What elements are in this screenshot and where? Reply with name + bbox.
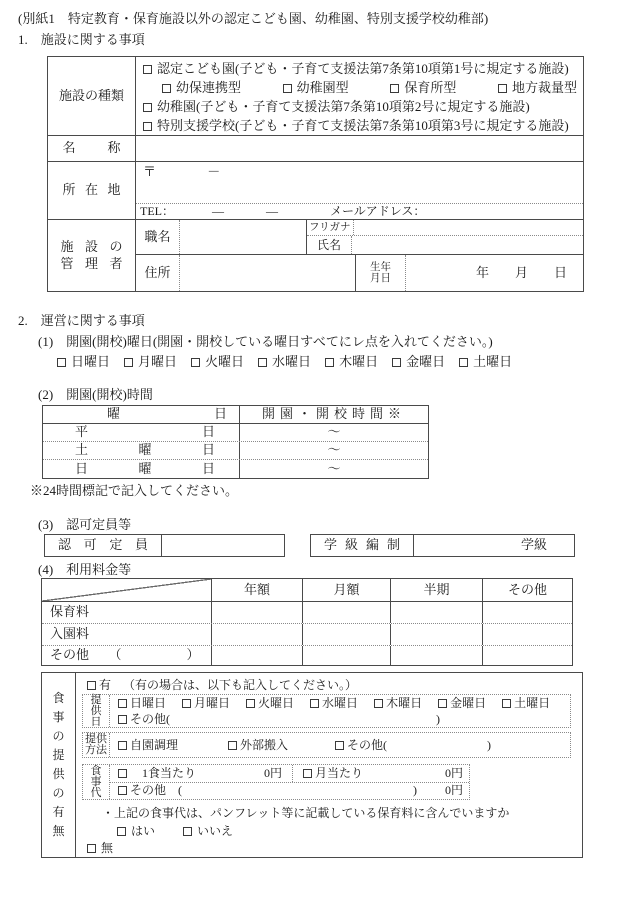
meal-method-box	[82, 732, 571, 758]
birthdate-label: 生年 月日	[356, 255, 406, 291]
facility-address-label: 所在地	[48, 162, 136, 219]
option-youho-renkei: 幼保連携型	[176, 80, 242, 96]
hours-header-row	[43, 406, 428, 424]
hours-col-time: 開園・開校時間※	[261, 406, 406, 422]
option-youchien: 幼稚園(子ども・子育て支援法第7条第10項第2号に規定する施設)	[157, 99, 530, 115]
hours-col-day: 曜日	[43, 406, 240, 423]
open-day-tuesday: 火曜日	[205, 354, 245, 369]
meal-day-other-close: )	[436, 711, 440, 726]
method-other-close: )	[487, 737, 492, 752]
hours-row-sunday	[43, 460, 428, 478]
q4-heading: (4) 利用料金等	[38, 562, 132, 577]
q2-heading: (2) 開園(開校)時間	[38, 387, 153, 402]
facility-address-row	[48, 161, 583, 219]
postal-mark: 〒	[143, 164, 157, 179]
meal-method-label: 提供方法	[83, 733, 110, 757]
facility-table	[47, 56, 584, 292]
option-hoikusho-type: 保育所型	[404, 80, 457, 96]
fees-childcare-other-field[interactable]	[483, 602, 572, 623]
section2-heading: 2. 運営に関する事項	[18, 313, 145, 328]
tel-label: TEL：	[140, 204, 174, 218]
fees-entrance-label: 入園料	[42, 624, 212, 645]
hours-row-saturday	[43, 442, 428, 460]
fee-included-question: ・上記の食事代は、パンフレット等に記載している保育料に含んでいますか	[102, 806, 510, 820]
fee-per-meal-value: 0円	[263, 765, 282, 780]
class-unit-label: 学級	[520, 537, 547, 553]
fees-entrance-annual-field[interactable]	[212, 624, 303, 645]
class-count-field[interactable]	[414, 535, 574, 556]
meal-days-row	[110, 695, 570, 711]
address-field[interactable]	[136, 162, 583, 204]
method-other-label: その他(	[347, 737, 388, 752]
meal-none-label: 無	[101, 841, 114, 855]
checkbox-method-self-cooking[interactable]	[118, 741, 127, 750]
fee-other-value: 0円	[444, 783, 463, 798]
fees-childcare-annual-field[interactable]	[212, 602, 303, 623]
checkbox-hoikusho-type[interactable]	[390, 84, 399, 93]
fee-included-answers	[117, 824, 233, 839]
fees-col-other: その他	[507, 581, 547, 597]
option-youchien-type: 幼稚園型	[296, 80, 349, 96]
checkbox-open-friday[interactable]	[392, 358, 401, 367]
manager-name-field[interactable]	[352, 236, 583, 254]
meal-days-box	[82, 694, 571, 728]
method-external-label: 外部搬入	[240, 737, 289, 752]
checkbox-meal-tuesday[interactable]	[246, 699, 255, 708]
checkbox-meal-monday[interactable]	[182, 699, 191, 708]
birthdate-field[interactable]	[406, 255, 583, 291]
facility-type-options	[136, 57, 583, 135]
manager-address-field[interactable]	[180, 255, 355, 291]
q1-heading: (1) 開園(開校)曜日(開園・開校している曜日すべてにレ点を入れてください。)	[38, 334, 493, 349]
fees-table	[41, 578, 573, 666]
furigana-field[interactable]	[354, 220, 583, 235]
hours-weekday-field[interactable]: ～	[327, 424, 341, 440]
open-days-checkboxes	[57, 354, 512, 370]
section1-heading: 1. 施設に関する事項	[18, 32, 145, 47]
fees-other-annual-field[interactable]	[212, 646, 303, 665]
checkbox-open-monday[interactable]	[124, 358, 133, 367]
class-organization-table	[310, 534, 575, 557]
fees-col-annual: 年額	[212, 579, 303, 601]
facility-manager-row	[48, 219, 583, 291]
facility-type-row	[48, 57, 583, 135]
checkbox-included-yes[interactable]	[117, 827, 126, 836]
meal-day-tuesday: 火曜日	[258, 695, 295, 710]
meal-provision-table	[41, 672, 583, 858]
checkbox-meal-yes[interactable]	[87, 681, 96, 690]
fee-per-meal-cell	[110, 765, 293, 782]
meal-days-other-row	[110, 711, 570, 727]
method-self-cooking-label: 自園調理	[130, 737, 179, 752]
page-title: (別紙1 特定教育・保育施設以外の認定こども園、幼稚園、特別支援学校幼稚部)	[18, 11, 489, 26]
fees-diagonal-cell	[42, 579, 212, 601]
meal-yes-note: （有の場合は、以下も記入してください。）	[123, 678, 358, 692]
meal-none-line	[87, 841, 113, 856]
checkbox-fee-per-meal[interactable]	[118, 769, 127, 778]
meal-day-saturday: 土曜日	[514, 695, 551, 710]
checkbox-fee-other[interactable]	[118, 786, 127, 795]
fee-per-month-cell	[293, 765, 469, 782]
fee-per-month-value: 0円	[444, 765, 463, 780]
checkbox-meal-sunday[interactable]	[118, 699, 127, 708]
checkbox-meal-wednesday[interactable]	[310, 699, 319, 708]
fees-col-halfyear: 半期	[391, 579, 483, 601]
tel-mail-field[interactable]	[136, 204, 583, 219]
meal-yes-label: 有	[99, 678, 112, 692]
fees-childcare-monthly-field[interactable]	[303, 602, 391, 623]
checkbox-chihou-sairyou-type[interactable]	[498, 84, 507, 93]
option-chihou-sairyou-type: 地方裁量型	[511, 80, 577, 96]
facility-type-label: 施設の種類	[48, 57, 136, 135]
fees-row-other	[42, 645, 572, 665]
facility-name-field[interactable]	[136, 136, 583, 161]
class-organization-label: 学級編制	[311, 535, 414, 556]
included-no-label: いいえ	[197, 824, 234, 838]
option-tokubetsu-shien: 特別支援学校(子ども・子育て支援法第7条第10項第3号に規定する施設)	[157, 118, 569, 134]
meal-day-thursday: 木曜日	[386, 695, 423, 710]
open-day-wednesday: 水曜日	[272, 354, 312, 369]
fees-entrance-halfyear-field[interactable]	[391, 624, 483, 645]
meal-side-label: 食事の提供の有無	[42, 673, 76, 857]
fees-col-monthly: 月額	[303, 579, 391, 601]
included-yes-label: はい	[131, 824, 156, 838]
checkbox-meal-friday[interactable]	[438, 699, 447, 708]
open-day-monday: 月曜日	[138, 354, 178, 369]
checkbox-meal-none[interactable]	[87, 844, 96, 853]
note-24hour: ※24時間標記で記入してください。	[30, 483, 239, 498]
meal-fee-box	[82, 764, 470, 800]
checkbox-open-wednesday[interactable]	[258, 358, 267, 367]
hours-row-weekday	[43, 424, 428, 442]
checkbox-included-no[interactable]	[183, 827, 192, 836]
fees-entrance-other-field[interactable]	[483, 624, 572, 645]
facility-manager-label: 施設の 管理者	[48, 220, 136, 291]
checkbox-method-other[interactable]	[335, 741, 344, 750]
manager-address-label: 住所	[136, 255, 180, 291]
meal-fee-label: 食事代	[83, 765, 110, 799]
capacity-table	[44, 534, 285, 557]
meal-day-sunday: 日曜日	[130, 695, 167, 710]
checkbox-method-external[interactable]	[228, 741, 237, 750]
post-label: 職名	[136, 220, 180, 254]
meal-day-wednesday: 水曜日	[322, 695, 359, 710]
option-nintei-kodomoen: 認定こども園(子ども・子育て支援法第7条第10項第1号に規定する施設)	[157, 61, 569, 77]
meal-day-monday: 月曜日	[194, 695, 231, 710]
facility-name-row	[48, 135, 583, 161]
fees-other-halfyear-field[interactable]	[391, 646, 483, 665]
fees-row-childcare	[42, 602, 572, 623]
post-field[interactable]	[180, 220, 306, 254]
open-day-friday: 金曜日	[406, 354, 446, 369]
checkbox-meal-saturday[interactable]	[502, 699, 511, 708]
fee-per-meal-label: 1食当たり	[142, 765, 197, 780]
meal-yes-line	[87, 678, 357, 693]
meal-day-friday: 金曜日	[450, 695, 487, 710]
fee-other-label: その他 (	[130, 783, 182, 798]
birthdate-units: 年 月 日	[475, 264, 567, 280]
open-day-thursday: 木曜日	[339, 354, 379, 369]
hours-saturday-field[interactable]: ～	[327, 442, 341, 458]
furigana-label: フリガナ	[307, 220, 354, 235]
tel-dash-2: ―	[266, 204, 278, 218]
hours-saturday-label: 土曜日	[43, 442, 240, 459]
facility-name-label: 名称	[48, 136, 136, 161]
fee-other-row	[110, 783, 469, 800]
checkbox-open-saturday[interactable]	[459, 358, 468, 367]
checkbox-open-thursday[interactable]	[325, 358, 334, 367]
hours-sunday-label: 日曜日	[43, 460, 240, 478]
checkbox-open-tuesday[interactable]	[191, 358, 200, 367]
checkbox-tokubetsu-shien[interactable]	[143, 122, 152, 131]
checkbox-meal-thursday[interactable]	[374, 699, 383, 708]
fee-per-month-label: 月当たり	[315, 765, 364, 780]
manager-name-label: 氏名	[307, 236, 352, 254]
checkbox-youchien-type[interactable]	[283, 84, 292, 93]
fees-header-row	[42, 579, 572, 602]
checkbox-nintei-kodomoen[interactable]	[143, 65, 152, 74]
fees-childcare-halfyear-field[interactable]	[391, 602, 483, 623]
open-day-saturday: 土曜日	[473, 354, 513, 369]
hours-weekday-label: 平日	[43, 424, 240, 441]
open-day-sunday: 日曜日	[71, 354, 111, 369]
hours-sunday-field[interactable]: ～	[327, 460, 341, 476]
checkbox-fee-per-month[interactable]	[303, 769, 312, 778]
postal-dash: －	[207, 164, 221, 179]
meal-days-label: 提供日	[83, 695, 110, 727]
fees-other-other-field[interactable]	[483, 646, 572, 665]
fees-other-monthly-field[interactable]	[303, 646, 391, 665]
q3-heading: (3) 認可定員等	[38, 517, 132, 532]
fees-other-label: その他 （ ）	[42, 646, 212, 665]
fees-entrance-monthly-field[interactable]	[303, 624, 391, 645]
checkbox-meal-day-other[interactable]	[118, 715, 127, 724]
capacity-label: 認可定員	[45, 535, 162, 556]
checkbox-youho-renkei[interactable]	[162, 84, 171, 93]
checkbox-youchien[interactable]	[143, 103, 152, 112]
fee-other-close: )	[412, 783, 417, 798]
meal-day-other-label: その他(	[130, 711, 170, 726]
fees-childcare-label: 保育料	[42, 602, 212, 623]
mail-label: メールアドレス：	[330, 204, 426, 218]
tel-dash-1: ―	[212, 204, 224, 218]
opening-hours-table	[42, 405, 429, 479]
capacity-field[interactable]	[162, 535, 284, 556]
checkbox-open-sunday[interactable]	[57, 358, 66, 367]
fees-row-entrance	[42, 623, 572, 645]
